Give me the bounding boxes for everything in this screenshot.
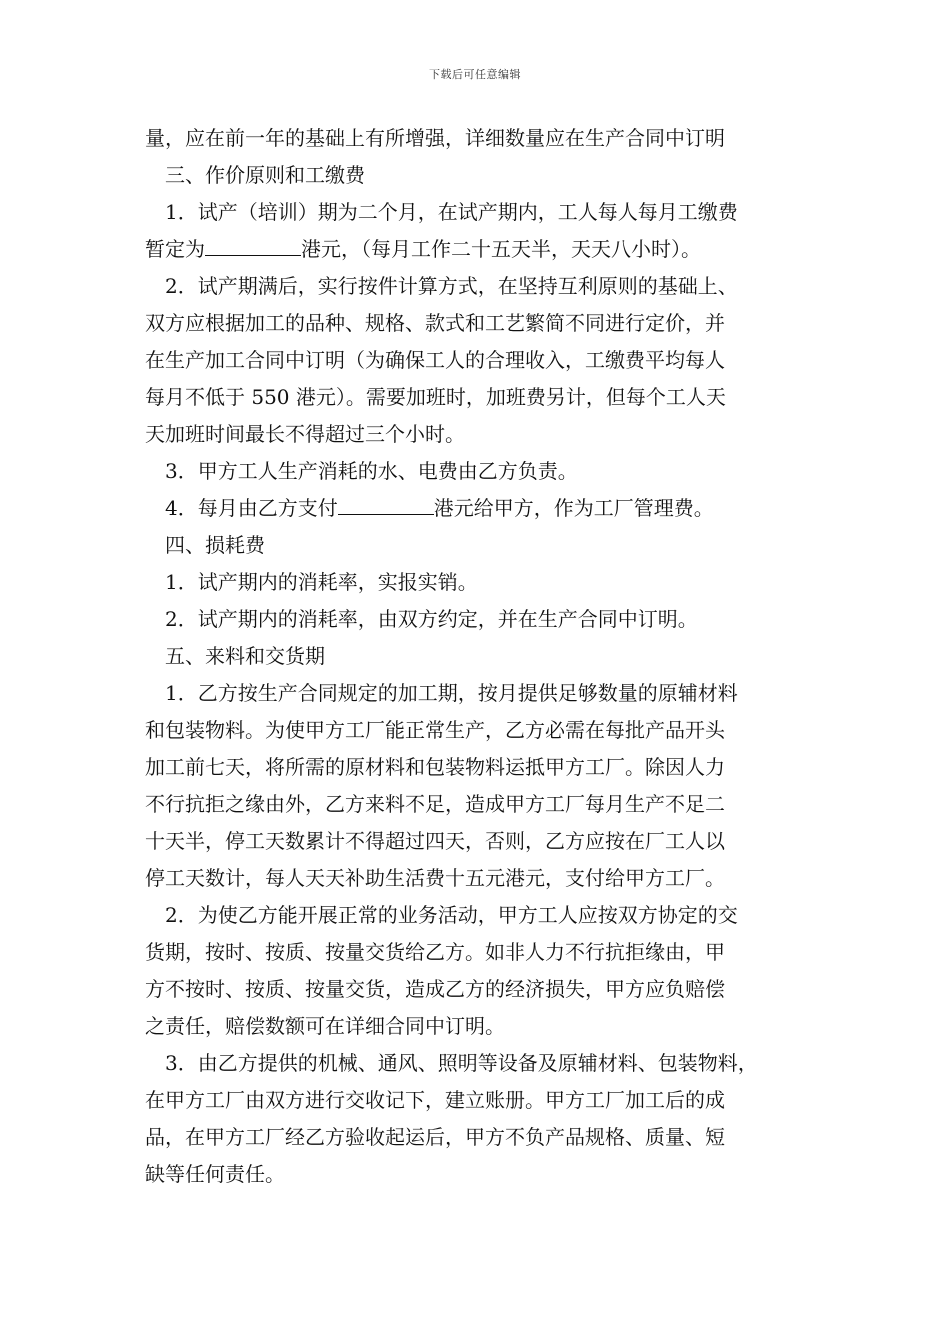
text-line: 品，在甲方工厂经乙方验收起运后，甲方不负产品规格、质量、短 (145, 1125, 725, 1149)
text-line: 缺等任何责任。 (145, 1162, 285, 1186)
text-line: 量，应在前一年的基础上有所增强，详细数量应在生产合同中订明 (145, 126, 725, 150)
text-line: 3．甲方工人生产消耗的水、电费由乙方负责。 (165, 459, 578, 483)
section-heading-pricing: 三、作价原则和工缴费 (165, 163, 365, 187)
text-line: 十天半，停工天数累计不得超过四天，否则，乙方应按在厂工人以 (145, 829, 725, 853)
text-line: 方不按时、按质、按量交货，造成乙方的经济损失，甲方应负赔偿 (145, 977, 725, 1001)
section-heading-loss: 四、损耗费 (165, 533, 265, 557)
fill-in-blank (205, 231, 301, 256)
fill-in-blank (338, 490, 434, 515)
text-line: 1．试产（培训）期为二个月，在试产期内，工人每人每月工缴费 (165, 200, 738, 224)
text-line: 2．为使乙方能开展正常的业务活动，甲方工人应按双方协定的交 (165, 903, 738, 927)
text-line: 2．试产期满后，实行按件计算方式，在坚持互利原则的基础上、 (165, 274, 738, 298)
text-line: 2．试产期内的消耗率，由双方约定，并在生产合同中订明。 (165, 607, 698, 631)
text-line-with-blank (145, 231, 815, 268)
text-fragment: 港元给甲方，作为工厂管理费。 (433, 496, 714, 520)
text-fragment: 4．每月由乙方支付 (165, 496, 338, 520)
text-fragment: 港元，（每月工作二十五天半，天天八小时）。 (301, 237, 701, 261)
text-line-with-blank (145, 490, 815, 527)
text-line: 天加班时间最长不得超过三个小时。 (145, 422, 465, 446)
text-line: 不行抗拒之缘由外，乙方来料不足，造成甲方工厂每月生产不足二 (145, 792, 725, 816)
text-line: 货期，按时、按质、按量交货给乙方。如非人力不行抗拒缘由，甲 (145, 940, 725, 964)
text-line: 之责任，赔偿数额可在详细合同中订明。 (145, 1014, 505, 1038)
text-fragment: 暂定为 (145, 237, 205, 261)
section-heading-materials: 五、来料和交货期 (165, 644, 325, 668)
text-line: 在生产加工合同中订明（为确保工人的合理收入，工缴费平均每人 (145, 348, 725, 372)
text-line: 在甲方工厂由双方进行交收记下，建立账册。甲方工厂加工后的成 (145, 1088, 725, 1112)
text-line: 1．试产期内的消耗率，实报实销。 (165, 570, 478, 594)
text-line: 停工天数计，每人天天补助生活费十五元港元，支付给甲方工厂。 (145, 866, 725, 890)
page-header: 下载后可任意编辑 (429, 68, 521, 81)
document-body (145, 120, 815, 1193)
text-line: 双方应根据加工的品种、规格、款式和工艺繁简不同进行定价，并 (145, 311, 725, 335)
text-line: 和包装物料。为使甲方工厂能正常生产，乙方必需在每批产品开头 (145, 718, 725, 742)
text-line: 1．乙方按生产合同规定的加工期，按月提供足够数量的原辅材料 (165, 681, 738, 705)
text-line: 每月不低于 550 港元）。需要加班时，加班费另计，但每个工人天 (145, 385, 726, 409)
text-line: 加工前七天，将所需的原材料和包装物料运抵甲方工厂。除因人力 (145, 755, 725, 779)
text-line: 3．由乙方提供的机械、通风、照明等设备及原辅材料、包装物料， (165, 1051, 758, 1075)
